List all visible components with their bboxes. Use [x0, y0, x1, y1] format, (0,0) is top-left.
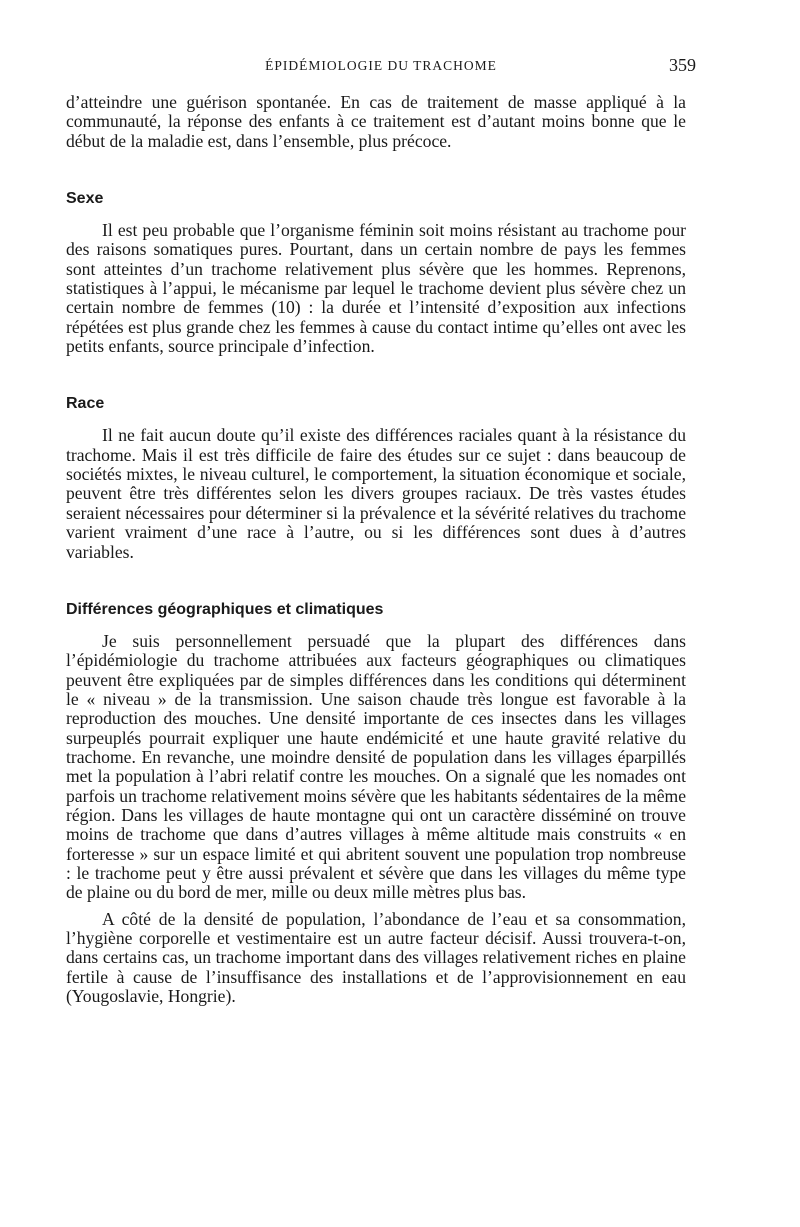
section-heading-geographic-climatic: Différences géographiques et climatiques [66, 600, 384, 618]
section-heading-sexe: Sexe [66, 190, 104, 208]
section-paragraph: Il ne fait aucun doute qu’il existe des différences raciales quant à la résistance du trachome. Mais il est très difficile de faire des études sur ce sujet : dans beaucoup de sociétés mixtes, le niveau culturel, le comportement, la situation économique et sociale, peuvent être très différentes selon les divers groupes raciaux. De très vastes études seraient nécessaires pour déterminer si la prévalence et la sévérité relatives du trachome varient vraiment d’une race à l’autre, ou si les différences sont dues à d’autres variables. [66, 425, 686, 562]
section-paragraph: Je suis personnellement persuadé que la plupart des différences dans l’épidémiologie du trachome attribuées aux facteurs géographiques ou climatiques peuvent être expliquées par de simples différences dans les conditions qui déterminent le « niveau » de la transmission. Une saison chaude très longue est favorable à la reproduction des mouches. Une densité importante de ces insectes dans les villages surpeuplés pourrait expliquer une haute endémicité et une haute gravité relative du trachome. En revanche, une moindre densité de population dans les villages éparpillés met la population à l’abri relatif contre les mouches. On a signalé que les nomades ont parfois un trachome relativement moins sévère que les habitants sédentaires de la même région. Dans les villages de haute montagne qui ont un caractère disséminé on trouve moins de trachome que dans d’autres villages à même altitude mais construits « en forteresse » sur un espace limité et qui abritent souvent une population trop nombreuse : le trachome peut y être aussi prévalent et sévère que dans les villages du même type de plaine ou du bord de mer, mille ou deux mille mètres plus bas. [66, 630, 686, 903]
running-title: ÉPIDÉMIOLOGIE DU TRACHOME [265, 58, 497, 73]
opening-paragraph: d’atteindre une guérison spontanée. En cas de traitement de masse appliqué à la communauté, la réponse des enfants à ce traitement est d’autant moins bonne que le début de la maladie est, dans l’ensemble, plus précoce. [66, 92, 686, 151]
section-paragraph: Il est peu probable que l’organisme féminin soit moins résistant au trachome pour des raisons somatiques pures. Pourtant, dans un certain nombre de pays les femmes sont atteintes d’un trachome relativement plus sévère que les hommes. Reprenons, statistiques à l’appui, le mécanisme par lequel le trachome devient plus sévère chez un certain nombre de femmes (10) : la durée et l’intensité d’exposition aux infections répétées est plus grande chez les femmes à cause du contact intime qu’elles ont avec les petits enfants, source principale d’infection. [66, 220, 686, 357]
body-text [66, 93, 686, 1006]
running-header [66, 55, 696, 80]
section-heading-race: Race [66, 395, 105, 413]
page-number: 359 [669, 55, 696, 75]
section-paragraph: A côté de la densité de population, l’abondance de l’eau et sa consommation, l’hygiène corporelle et vestimentaire est un autre facteur décisif. Aussi trouvera-t-on, dans certains cas, un trachome important dans des villages relativement riches en plaine fertile à cause de l’insuffisance des installations et de l’approvisionnement en eau (Yougoslavie, Hongrie). [66, 908, 686, 1007]
